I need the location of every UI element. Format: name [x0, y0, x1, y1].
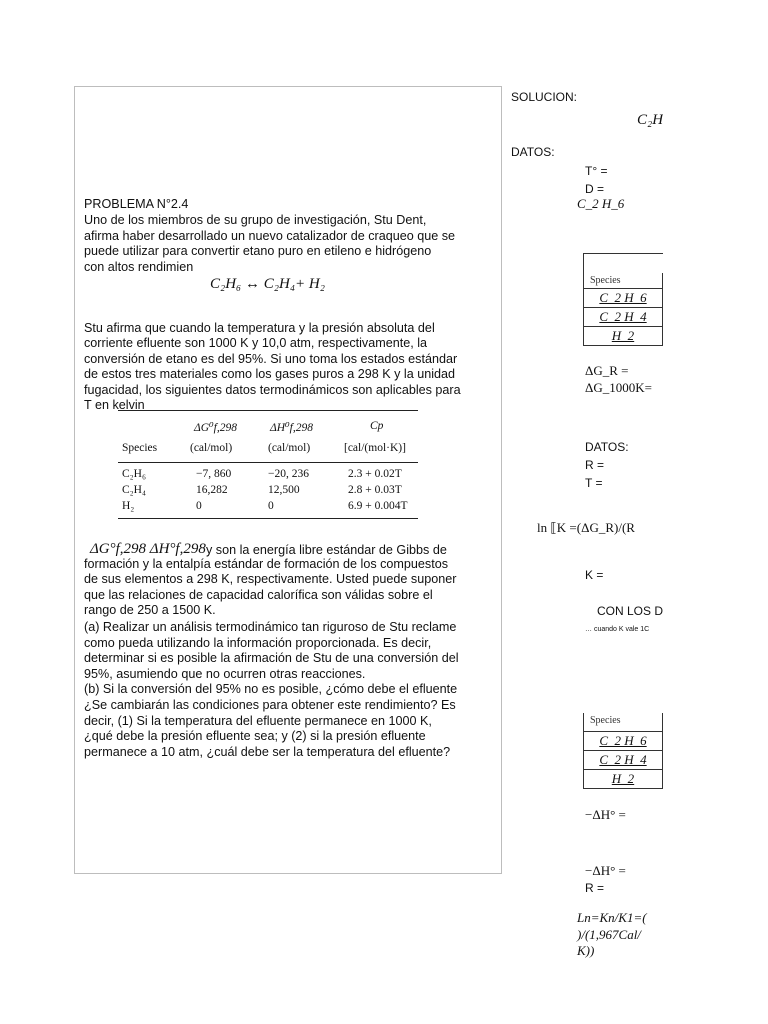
species-box-2: Species C_2 H_6 C_2 H_4 H_2 [583, 713, 663, 789]
table-cell: 12,500 [268, 484, 300, 496]
col-unit-dh: (cal/mol) [268, 442, 311, 454]
reaction-equation: C₂H₆ ↔ C₂H₄+ H₂ [210, 276, 325, 292]
solution-reaction-head: C₂H [637, 112, 663, 128]
paragraph-line: (b) Si la conversión del 95% no es posible, ¿cómo debe el efluente [84, 682, 458, 697]
delta-h-1: −ΔH° = [585, 807, 626, 822]
paragraph-line: permanece a 10 atm, ¿cuál debe ser la temperatura del efluente? [84, 744, 451, 759]
box1-row: H_2 [584, 326, 662, 345]
k-note: … cuando K vale 1C [585, 626, 650, 633]
table-cell: 2.8 + 0.03T [348, 484, 402, 496]
ln-kn-line-1: Ln=Kn/K1=( [577, 910, 647, 925]
box2-row: C_2 H_4 [584, 750, 662, 769]
table-cell: 16,282 [196, 484, 228, 496]
box1-row: C_2 H_6 [584, 288, 662, 307]
paragraph-line: que las relaciones de capacidad calorífica son válidas sobre el [84, 587, 433, 602]
paragraph-line: puede utilizar para convertir etano puro en etileno e hidrógeno [84, 244, 432, 259]
col-header-dg: ΔG⁰f,298 [194, 422, 237, 434]
table-cell: C₂H₄ [122, 484, 146, 496]
box1-row: C_2 H_4 [584, 307, 662, 326]
solution-column [505, 80, 663, 980]
paragraph-line: corriente efluente son 1000 K y 10,0 atm, respectivamente, la [84, 336, 428, 351]
table-cell: −7, 860 [196, 468, 232, 480]
datos1-d: D = [585, 182, 605, 196]
solution-heading: SOLUCION: [511, 90, 578, 104]
paragraph-line: con altos rendimien [84, 259, 194, 274]
table-cell: 0 [196, 500, 202, 512]
formula-symbols: ΔG°f,298 ΔH°f,298 [90, 541, 206, 557]
k-equation: K = [585, 568, 604, 582]
table-cell: 0 [268, 500, 274, 512]
paragraph-line: decir, (1) Si la temperatura del efluente permanece en 1000 K, [84, 713, 432, 728]
paragraph-line: de estos tres materiales como los gases puros a 298 K y la unidad [84, 367, 456, 382]
paragraph-line: conversión de etano es del 95%. Si uno toma los estados estándar [84, 351, 458, 366]
col-header-species: Species [122, 442, 158, 454]
paragraph-line: Stu afirma que cuando la temperatura y la presión absoluta del [84, 321, 435, 335]
problem-title: PROBLEMA N°2.4 [84, 197, 189, 211]
table-cell: 6.9 + 0.004T [348, 500, 408, 512]
paragraph-line: ¿qué debe la presión efluente sea; y (2) si la presión efluente [84, 729, 426, 744]
ln-k-equation: ln ⟦K =(ΔG_R)/(R [537, 520, 635, 535]
paragraph-line: determinar si es posible la afirmación de Stu de una conversión del [84, 651, 459, 666]
paragraph-line: de sus elementos a 298 K, respectivamente. Usted puede suponer [84, 572, 457, 587]
col-header-cp: Cp [370, 420, 384, 432]
formula-line-text: y son la energía libre estándar de Gibbs de [206, 543, 447, 557]
paragraph-line: T en kelvin [84, 398, 145, 412]
datos1-label: DATOS: [511, 145, 555, 159]
table-cell: −20, 236 [268, 468, 309, 480]
paragraph-line: rango de 250 a 1500 K. [84, 603, 216, 618]
delta-g-1000k: ΔG_1000K= [585, 380, 652, 395]
paragraph-line: 95%, asumiendo que no ocurren otras reacciones. [84, 666, 366, 681]
species-box-1: Species C_2 H_6 C_2 H_4 H_2 [583, 273, 663, 346]
box2-row: H_2 [584, 769, 662, 788]
box2-row: C_2 H_6 [584, 731, 662, 750]
table-cell: 2.3 + 0.02T [348, 468, 402, 480]
paragraph-line: como pueda utilizando la información proporcionada. Es decir, [84, 635, 432, 650]
datos2-t: T = [585, 476, 603, 490]
paragraph-line: fugacidad, los siguientes datos termodinámicos son aplicables para [84, 382, 461, 397]
col-unit-cp: [cal/(mol·K)] [344, 442, 406, 454]
datos2-label: DATOS: [585, 440, 629, 454]
paragraph-line: formación y la entalpía estándar de formación de los compuestos [84, 557, 449, 571]
r-equation: R = [585, 881, 605, 895]
species-label: C_2 H_6 [577, 196, 625, 211]
ln-kn-line-2: )/(1,967Cal/ [577, 927, 641, 942]
datos1-temperature: T° = [585, 164, 608, 178]
col-header-dh: ΔH⁰f,298 [270, 422, 313, 434]
table-cell: C₂H₆ [122, 468, 146, 480]
delta-g-r: ΔG_R = [585, 363, 629, 378]
ln-kn-line-3: K)) [577, 943, 595, 958]
paragraph-line: (a) Realizar un análisis termodinámico tan riguroso de Stu reclame [84, 620, 457, 634]
table-cell: H₂ [122, 500, 135, 512]
datos2-r: R = [585, 458, 605, 472]
col-unit-dg: (cal/mol) [190, 442, 233, 454]
paragraph-line: Uno de los miembros de su grupo de investigación, Stu Dent, [84, 213, 427, 227]
con-los-datos: CON LOS D [597, 604, 663, 618]
delta-h-2: −ΔH° = [585, 863, 626, 878]
paragraph-line: afirma haber desarrollado un nuevo catalizador de craqueo que se [84, 228, 456, 243]
paragraph-line: ¿Se cambiarán las condiciones para obtener este rendimiento? Es [84, 698, 456, 712]
